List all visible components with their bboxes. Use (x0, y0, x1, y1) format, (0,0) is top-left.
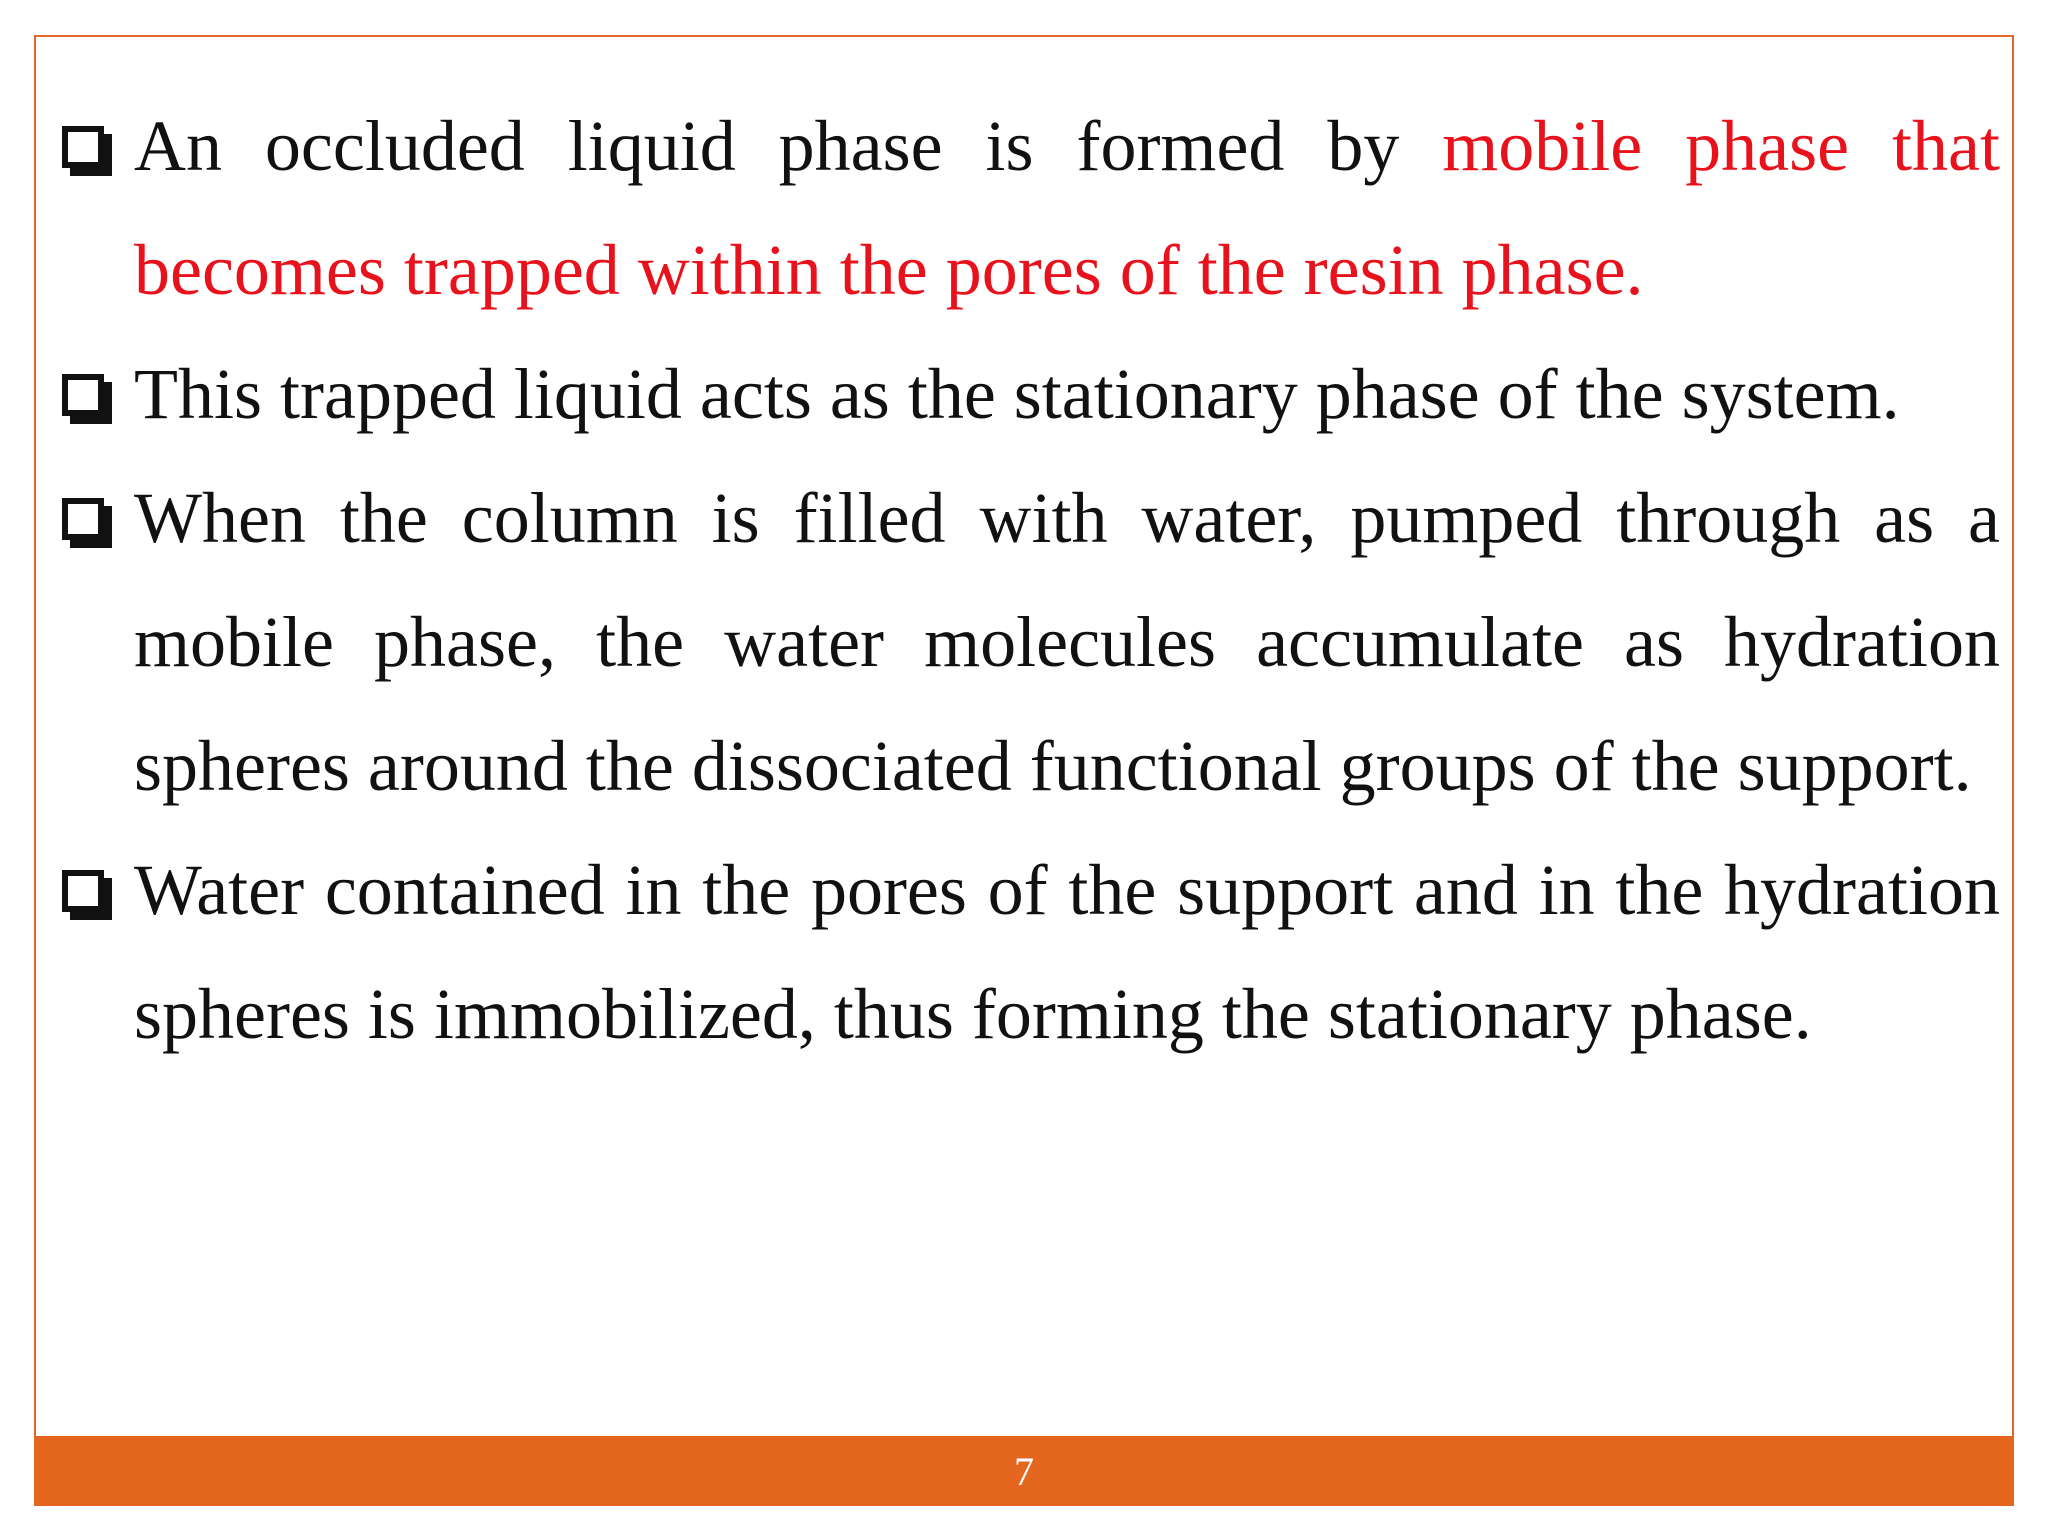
checkbox-icon (62, 870, 104, 912)
bullet-item (60, 332, 2000, 456)
bullet-item (60, 84, 2000, 332)
bullet-text: An occluded liquid phase is formed by (134, 106, 1443, 186)
bullet-item (60, 828, 2000, 1076)
checkbox-icon (62, 374, 104, 416)
bullet-text: This trapped liquid acts as the stationary phase of the system. (134, 354, 1900, 434)
footer-bar (34, 1436, 2014, 1506)
bullet-text: Water contained in the pores of the support and in the hydration spheres is immobilized, thus forming the stationary phase. (134, 850, 2000, 1054)
bullet-highlight-text: mobile phase that becomes trapped within the pores of the resin phase. (134, 106, 2000, 310)
bullet-text: When the column is filled with water, pumped through as a mobile phase, the water molecules accumulate as hydration spheres around the dissociated functional groups of the support. (134, 478, 2000, 806)
checkbox-icon (62, 126, 104, 168)
page-number: 7 (1014, 1449, 1034, 1494)
slide-content (60, 84, 2000, 1076)
checkbox-icon (62, 498, 104, 540)
bullet-item (60, 456, 2000, 828)
